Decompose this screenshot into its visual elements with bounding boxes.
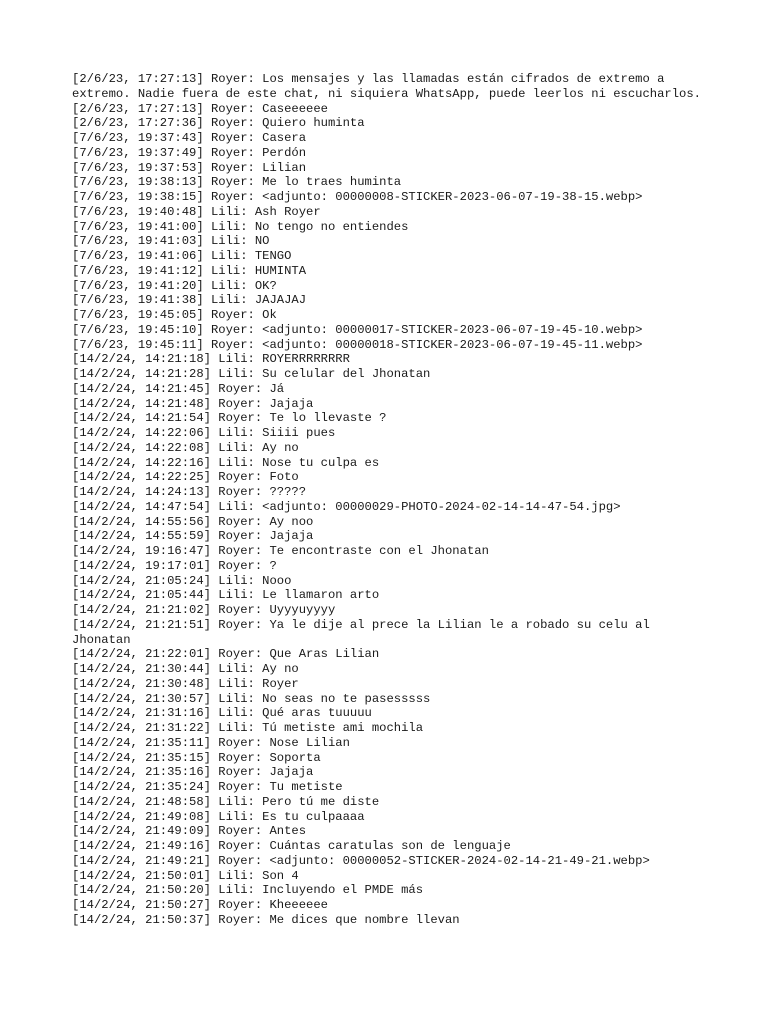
chat-message-line: [2/6/23, 17:27:13] Royer: Caseeeeee [72, 101, 328, 116]
chat-message-line: [14/2/24, 14:22:06] Lili: Siiii pues [72, 426, 336, 440]
chat-message-line: [14/2/24, 21:05:24] Lili: Nooo [72, 573, 292, 588]
chat-message-line: [7/6/23, 19:40:48] Lili: Ash Royer [72, 204, 321, 219]
chat-transcript [72, 72, 702, 928]
chat-message-line: [7/6/23, 19:45:05] Royer: Ok [72, 308, 277, 322]
chat-message-line: [14/2/24, 21:50:27] Royer: Kheeeeee [72, 898, 328, 912]
chat-message-line: [14/2/24, 21:48:58] Lili: Pero tú me diste [72, 794, 380, 809]
chat-message-line: [14/2/24, 14:22:16] Lili: Nose tu culpa es [72, 455, 380, 470]
chat-message-line: [7/6/23, 19:45:10] Royer: <adjunto: 00000017-STICKER-2023-06-07-19-45-10.webp> [72, 322, 643, 337]
chat-message-line: [14/2/24, 21:49:08] Lili: Es tu culpaaaa [72, 809, 365, 824]
chat-message-line: [7/6/23, 19:41:00] Lili: No tengo no entiendes [72, 219, 409, 234]
chat-message-line: [14/2/24, 21:49:21] Royer: <adjunto: 00000052-STICKER-2024-02-14-21-49-21.webp> [72, 853, 650, 868]
chat-message-line: [14/2/24, 14:55:56] Royer: Ay noo [72, 514, 314, 529]
chat-message-line: [14/2/24, 14:21:48] Royer: Jajaja [72, 396, 314, 411]
chat-message-line: [14/2/24, 21:30:57] Lili: No seas no te pasesssss [72, 691, 431, 706]
chat-message-line: [14/2/24, 19:16:47] Royer: Te encontraste con el Jhonatan [72, 544, 489, 558]
chat-message-line: [14/2/24, 21:35:11] Royer: Nose Lilian [72, 735, 350, 750]
chat-message-line: [14/2/24, 14:21:28] Lili: Su celular del Jhonatan [72, 367, 431, 381]
chat-message-line: [14/2/24, 21:31:16] Lili: Qué aras tuuuuu [72, 706, 372, 721]
chat-message-line: [14/2/24, 14:22:25] Royer: Foto [72, 470, 299, 485]
chat-message-line: [14/2/24, 21:49:16] Royer: Cuántas caratulas son de lenguaje [72, 839, 511, 853]
chat-message-line: [14/2/24, 21:35:15] Royer: Soporta [72, 750, 321, 765]
chat-message-line: [14/2/24, 21:31:22] Lili: Tú metiste ami mochila [72, 721, 424, 735]
chat-message-line: [7/6/23, 19:41:38] Lili: JAJAJAJ [72, 293, 307, 308]
chat-message-line: [2/6/23, 17:27:13] Royer: Los mensajes y las llamadas están cifrados de extremo a extremo. Nadie fuera de este chat, ni siquiera WhatsApp, puede leerlos ni escucharlos. [72, 72, 701, 101]
chat-message-line: [7/6/23, 19:41:03] Lili: NO [72, 234, 270, 249]
chat-message-line: [14/2/24, 21:21:02] Royer: Uyyyuyyyy [72, 603, 336, 617]
chat-message-line: [14/2/24, 21:50:01] Lili: Son 4 [72, 868, 299, 883]
chat-message-line: [14/2/24, 21:05:44] Lili: Le llamaron arto [72, 588, 380, 603]
chat-message-line: [7/6/23, 19:37:43] Royer: Casera [72, 131, 307, 145]
chat-message-line: [14/2/24, 21:50:37] Royer: Me dices que nombre llevan [72, 912, 460, 927]
chat-message-line: [14/2/24, 21:30:48] Lili: Royer [72, 676, 299, 691]
chat-message-line: [14/2/24, 14:21:54] Royer: Te lo llevaste ? [72, 411, 387, 426]
chat-message-line: [14/2/24, 19:17:01] Royer: ? [72, 558, 277, 573]
chat-message-line: [2/6/23, 17:27:36] Royer: Quiero huminta [72, 116, 365, 131]
chat-message-line: [14/2/24, 14:47:54] Lili: <adjunto: 00000029-PHOTO-2024-02-14-14-47-54.jpg> [72, 499, 621, 514]
chat-message-line: [14/2/24, 21:35:24] Royer: Tu metiste [72, 780, 343, 794]
chat-message-line: [7/6/23, 19:37:53] Royer: Lilian [72, 160, 307, 175]
chat-message-line: [14/2/24, 21:21:51] Royer: Ya le dije al prece la Lilian le a robado su celu al Jhonatan [72, 617, 658, 647]
chat-message-line: [14/2/24, 21:50:20] Lili: Incluyendo el PMDE más [72, 883, 424, 898]
chat-message-line: [7/6/23, 19:37:49] Royer: Perdón [72, 145, 307, 160]
chat-message-line: [14/2/24, 21:49:09] Royer: Antes [72, 824, 307, 839]
chat-message-line: [14/2/24, 14:24:13] Royer: ????? [72, 485, 307, 499]
chat-message-line: [7/6/23, 19:45:11] Royer: <adjunto: 00000018-STICKER-2023-06-07-19-45-11.webp> [72, 337, 643, 352]
chat-message-line: [7/6/23, 19:38:15] Royer: <adjunto: 00000008-STICKER-2023-06-07-19-38-15.webp> [72, 190, 643, 204]
chat-message-line: [14/2/24, 21:22:01] Royer: Que Aras Lilian [72, 647, 380, 662]
chat-message-line: [14/2/24, 14:55:59] Royer: Jajaja [72, 529, 314, 544]
chat-message-line: [7/6/23, 19:41:20] Lili: OK? [72, 278, 277, 293]
chat-message-line: [14/2/24, 14:22:08] Lili: Ay no [72, 440, 299, 455]
chat-message-line: [14/2/24, 21:30:44] Lili: Ay no [72, 662, 299, 676]
chat-message-line: [7/6/23, 19:41:12] Lili: HUMINTA [72, 263, 307, 278]
chat-message-line: [14/2/24, 21:35:16] Royer: Jajaja [72, 765, 314, 780]
chat-message-line: [14/2/24, 14:21:18] Lili: ROYERRRRRRRR [72, 352, 350, 367]
chat-message-line: [7/6/23, 19:38:13] Royer: Me lo traes huminta [72, 175, 402, 190]
chat-message-line: [14/2/24, 14:21:45] Royer: Já [72, 381, 285, 396]
chat-message-line: [7/6/23, 19:41:06] Lili: TENGO [72, 249, 292, 263]
